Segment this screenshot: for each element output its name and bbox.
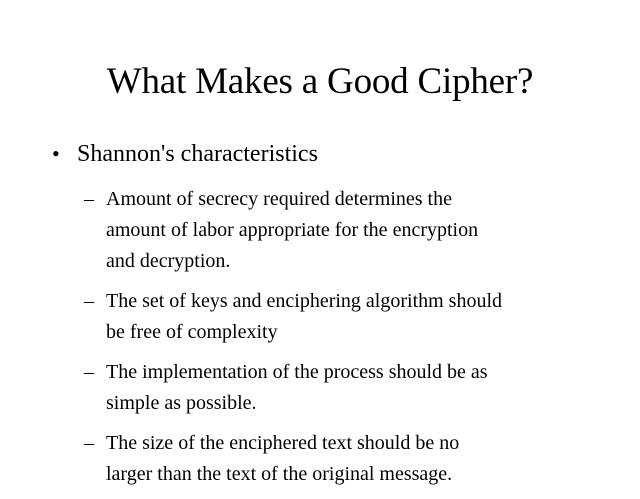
bullet-text: Shannon's characteristics [77, 141, 318, 167]
subitem-text [106, 357, 488, 419]
subitem-line: larger than the text of the original message. [106, 463, 453, 485]
slide-title: What Makes a Good Cipher? [106, 61, 534, 102]
dash-marker: – [84, 361, 94, 383]
dash-marker: – [84, 188, 94, 210]
subitem-secrecy [84, 184, 604, 277]
subitem-line: The implementation of the process should be as [106, 361, 488, 383]
dash-marker: – [84, 290, 94, 312]
subitem-line: The set of keys and enciphering algorithm should [106, 290, 503, 312]
bullet-marker: • [52, 141, 60, 166]
subitem-text [106, 286, 502, 348]
subitem-keys [84, 286, 604, 348]
subitem-line: and decryption. [106, 250, 231, 272]
subitem-line: amount of labor appropriate for the encryption [106, 219, 479, 241]
subitem-line: The size of the enciphered text should be no [106, 432, 460, 454]
subitem-text [106, 184, 478, 277]
subitem-implementation [84, 357, 604, 419]
subitem-line: Amount of secrecy required determines the [106, 188, 452, 210]
dash-marker: – [84, 432, 94, 454]
subitem-text [106, 428, 459, 490]
subitem-size [84, 428, 604, 490]
bullet-item [52, 138, 318, 170]
subitem-line: be free of complexity [106, 321, 278, 343]
subitem-line: simple as possible. [106, 392, 257, 414]
subitem-list [84, 184, 604, 499]
